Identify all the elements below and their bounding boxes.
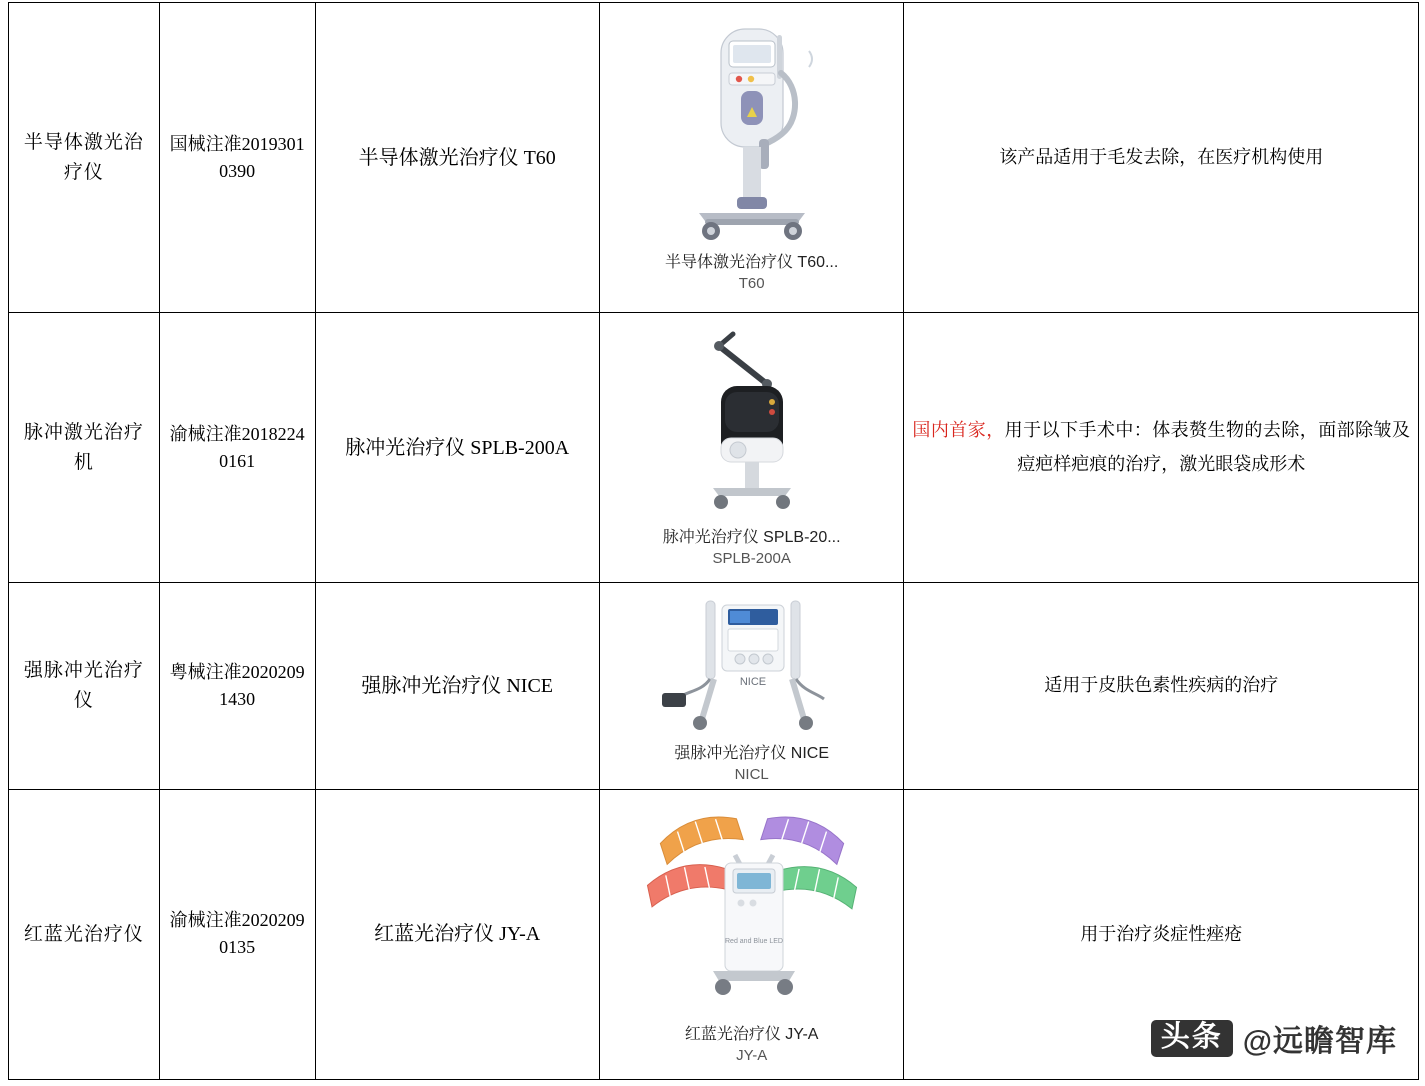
description-cell — [904, 313, 1419, 583]
device-table — [8, 2, 1419, 1080]
image-caption: 强脉冲光治疗仪 NICE — [674, 745, 829, 762]
model-cell: 强脉冲光治疗仪 NICE — [315, 583, 599, 790]
image-caption: 半导体激光治疗仪 T60... — [664, 254, 839, 272]
registration-cell: 国械注准20193010390 — [159, 3, 315, 313]
product-image-cell — [599, 583, 904, 790]
intense-pulsed-light-device-photo — [644, 587, 859, 737]
model-cell: 半导体激光治疗仪 T60 — [315, 3, 599, 313]
svg-text:Red and Blue LED: Red and Blue LED — [724, 937, 783, 945]
image-subcaption: JY-A — [736, 1046, 768, 1064]
image-caption: 脉冲光治疗仪 SPLB-20... — [662, 529, 841, 547]
table-row — [9, 3, 1419, 313]
description-cell — [904, 583, 1419, 790]
description-cell — [904, 3, 1419, 313]
device-name-cell: 强脉冲光治疗仪 — [9, 583, 160, 790]
description-highlight: 国内首家， — [912, 420, 1005, 441]
watermark-logo: 头条 — [1151, 1020, 1233, 1057]
image-subcaption: T60 — [738, 274, 765, 292]
registration-cell: 渝械注准20182240161 — [159, 313, 315, 583]
description-text: 该产品适用于毛发去除，在医疗机构使用 — [999, 146, 1324, 167]
product-image-cell — [599, 313, 904, 583]
product-image-cell — [599, 789, 904, 1079]
image-caption: 红蓝光治疗仪 JY-A — [684, 1025, 819, 1043]
watermark-text: @远瞻智库 — [1242, 1025, 1397, 1058]
svg-text:NICE: NICE — [740, 676, 767, 688]
table-row — [9, 313, 1419, 583]
image-subcaption: SPLB-200A — [712, 549, 791, 567]
pulsed-laser-device-photo — [659, 326, 844, 521]
image-subcaption: NICL — [734, 765, 769, 783]
device-name-cell: 半导体激光治疗仪 — [9, 3, 160, 313]
description-text: 用于治疗炎症性痤疮 — [1080, 923, 1243, 944]
semiconductor-laser-device-photo — [659, 21, 844, 246]
device-name-cell: 红蓝光治疗仪 — [9, 789, 160, 1079]
red-blue-light-device-photo — [627, 803, 877, 1018]
registration-cell: 渝械注准20202090135 — [159, 789, 315, 1079]
table-row — [9, 583, 1419, 790]
description-text: 用于以下手术中：体表赘生物的去除，面部除皱及痘疤样疤痕的治疗，激光眼袋成形术 — [1004, 420, 1411, 474]
watermark — [1151, 1016, 1397, 1060]
model-cell: 红蓝光治疗仪 JY-A — [315, 789, 599, 1079]
description-text: 适用于皮肤色素性疾病的治疗 — [1044, 675, 1279, 696]
model-cell: 脉冲光治疗仪 SPLB-200A — [315, 313, 599, 583]
product-image-cell — [599, 3, 904, 313]
device-name-cell: 脉冲激光治疗机 — [9, 313, 160, 583]
registration-cell: 粤械注准20202091430 — [159, 583, 315, 790]
